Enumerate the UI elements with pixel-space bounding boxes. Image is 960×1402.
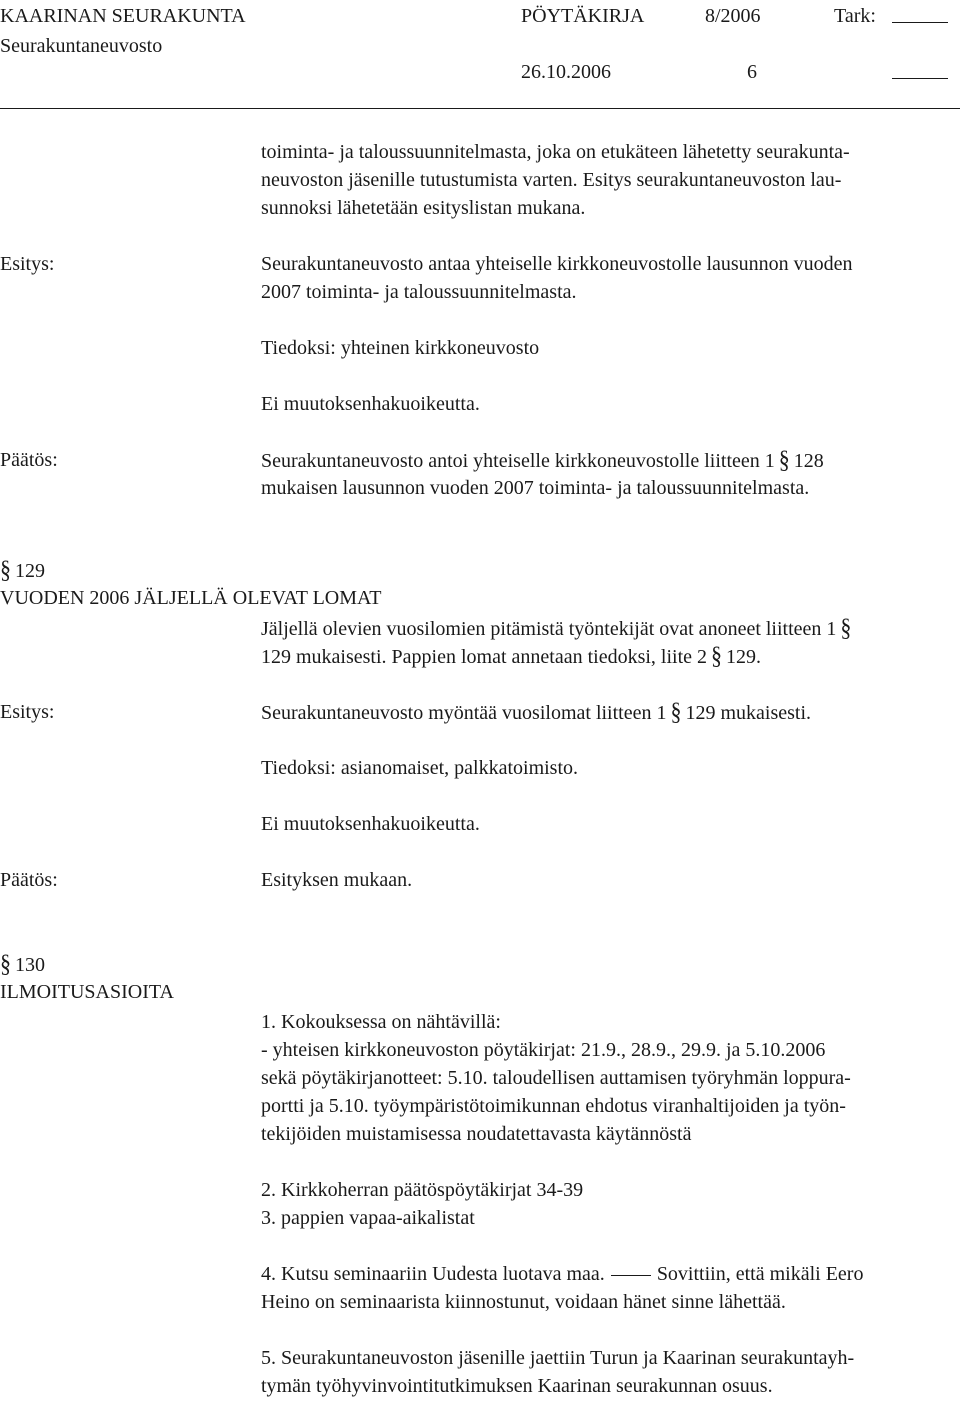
s129-ref: 129. — [726, 646, 762, 668]
doc-type: PÖYTÄKIRJA — [521, 5, 645, 27]
section-sign-icon: § — [840, 613, 852, 642]
s129-line-1 — [261, 614, 855, 643]
item-1-line-3: portti ja 5.10. työympäristötoimikunnan ehdotus viranhaltijoiden ja työn- — [261, 1095, 846, 1117]
paatos-text: Seurakuntaneuvosto antoi yhteiselle kirkkoneuvostolle liitteen 1 — [261, 450, 775, 472]
cont-line-2: neuvoston jäsenille tutustumista varten. Esitys seurakuntaneuvoston lau- — [261, 169, 842, 191]
s129-esitys-text: Seurakuntaneuvosto myöntää vuosilomat liitteen 1 — [261, 702, 667, 724]
item-1-line-4: tekijöiden muistamisessa noudatettavasta käytännöstä — [261, 1123, 692, 1145]
no-appeal-line: Ei muutoksenhakuoikeutta. — [261, 393, 480, 415]
s129-esitys-ref: 129 mukaisesti. — [685, 702, 812, 724]
item-4-line-2: Heino on seminaarista kiinnostunut, voidaan hänet sinne lähettää. — [261, 1291, 786, 1313]
org-name: KAARINAN SEURAKUNTA — [0, 5, 246, 27]
paatos-line-1 — [261, 446, 824, 475]
paatos-ref: 128 — [793, 450, 824, 472]
cont-line-1: toiminta- ja taloussuunnitelmasta, joka on etukäteen lähetetty seurakunta- — [261, 141, 850, 163]
section-number: 129 — [15, 560, 45, 582]
header-rule — [0, 108, 960, 109]
tark-label: Tark: — [834, 5, 876, 27]
s129-paatos: Esityksen mukaan. — [261, 869, 413, 891]
item-4-text-2: Sovittiin, että mikäli Eero — [656, 1263, 864, 1285]
item-1-line-1: - yhteisen kirkkoneuvoston pöytäkirjat: 21.9., 28.9., 29.9. ja 5.10.2006 — [261, 1039, 826, 1061]
section-sign-icon: § — [0, 949, 11, 978]
item-4-line-1 — [261, 1260, 863, 1288]
s129-tiedoksi: Tiedoksi: asianomaiset, palkkatoimisto. — [261, 757, 579, 779]
item-1-title: 1. Kokouksessa on nähtävillä: — [261, 1011, 501, 1033]
item-4-text: 4. Kutsu seminaariin Uudesta luotava maa. — [261, 1263, 605, 1285]
paatos-label: Päätös: — [0, 449, 58, 471]
body-name: Seurakuntaneuvosto — [0, 35, 163, 57]
s129-esitys — [261, 698, 811, 727]
page-blank — [892, 58, 948, 87]
esitys-label: Esitys: — [0, 701, 55, 723]
cont-line-3: sunnoksi lähetetään esityslistan mukana. — [261, 197, 586, 219]
page-number: 6 — [747, 61, 757, 83]
s129-text: 129 mukaisesti. Pappien lomat annetaan tiedoksi, liite 2 — [261, 646, 708, 668]
section-sign-icon: § — [778, 445, 790, 474]
item-5-line-1: 5. Seurakuntaneuvoston jäsenille jaettiin Turun ja Kaarinan seurakuntayh- — [261, 1347, 855, 1369]
meeting-date: 26.10.2006 — [521, 61, 611, 83]
section-number: 130 — [15, 954, 45, 976]
item-3: 3. pappien vapaa-aikalistat — [261, 1207, 475, 1229]
item-2: 2. Kirkkoherran päätöspöytäkirjat 34-39 — [261, 1179, 584, 1201]
section-sign-icon: § — [711, 641, 723, 670]
doc-number: 8/2006 — [705, 5, 761, 27]
section-sign-icon: § — [0, 555, 11, 584]
s129-line-2 — [261, 642, 761, 671]
paatos-line-2: mukaisen lausunnon vuoden 2007 toiminta- ja taloussuunnitelmasta. — [261, 477, 810, 499]
esitys-line-1: Seurakuntaneuvosto antaa yhteiselle kirkkoneuvostolle lausunnon vuoden — [261, 253, 853, 275]
esitys-line-2: 2007 toiminta- ja taloussuunnitelmasta. — [261, 281, 577, 303]
section-130-number — [0, 950, 45, 979]
section-130-title: ILMOITUSASIOITA — [0, 981, 174, 1003]
section-129-title: VUODEN 2006 JÄLJELLÄ OLEVAT LOMAT — [0, 587, 382, 609]
tiedoksi-line: Tiedoksi: yhteinen kirkkoneuvosto — [261, 337, 540, 359]
section-129-number — [0, 556, 45, 585]
esitys-label: Esitys: — [0, 253, 55, 275]
paatos-label: Päätös: — [0, 869, 58, 891]
item-1-line-2: sekä pöytäkirjanotteet: 5.10. taloudellisen auttamisen työryhmän loppura- — [261, 1067, 851, 1089]
s129-text: Jäljellä olevien vuosilomien pitämistä työntekijät ovat anoneet liitteen 1 — [261, 618, 837, 640]
section-sign-icon: § — [670, 697, 682, 726]
item-5-line-2: tymän työhyvinvointitutkimuksen Kaarinan seurakunnan osuus. — [261, 1375, 773, 1397]
dash-separator — [611, 1275, 651, 1276]
tark-blank — [892, 2, 948, 31]
s129-no-appeal: Ei muutoksenhakuoikeutta. — [261, 813, 480, 835]
